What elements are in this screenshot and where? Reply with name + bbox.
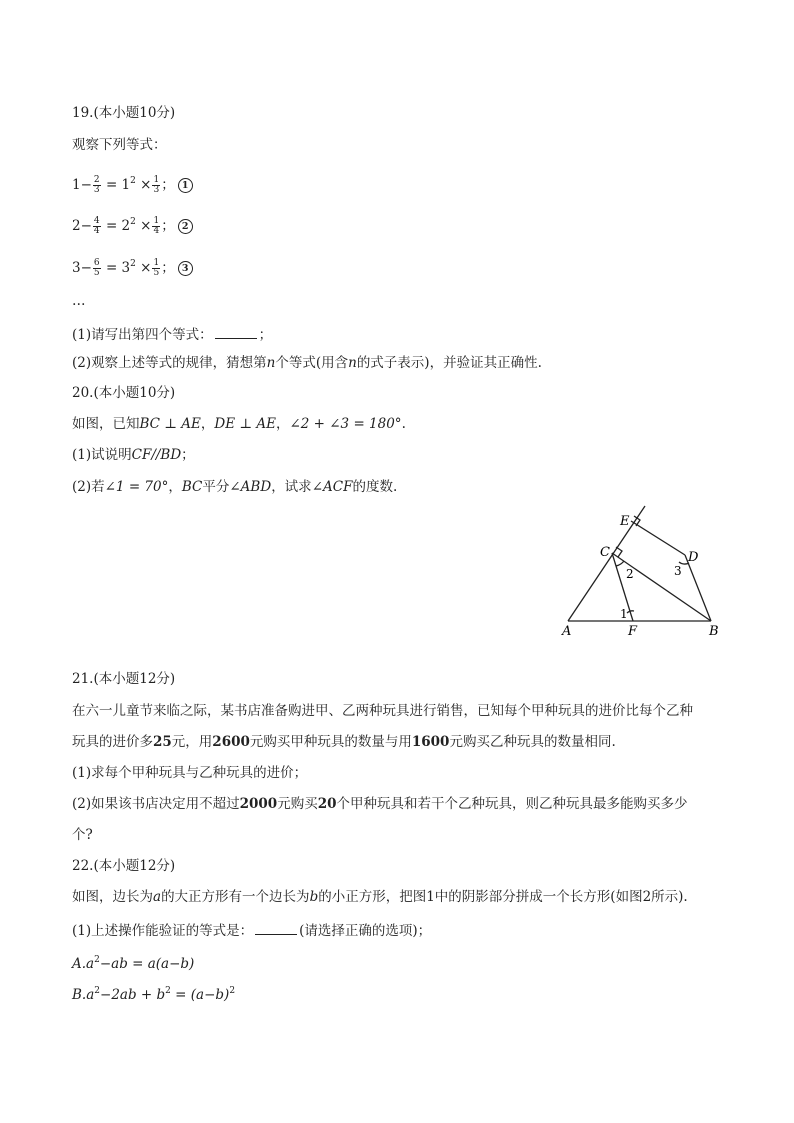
q19-ellipsis: … — [72, 293, 86, 309]
circled-number-1: 1 — [178, 178, 193, 193]
q20-part-1: (1)试说明CF//BD； — [72, 447, 195, 463]
label-angle-2: 2 — [626, 567, 634, 581]
q22-option-a: $A.a^2-ab = a(a-b)$ — [72, 955, 195, 972]
q20-given: 如图，已知BC ⊥ AE，DE ⊥ AE，∠2 + ∠3 = 180°. — [72, 416, 406, 432]
label-F: F — [628, 624, 638, 639]
q22-header: 22.(本小题12分) — [72, 858, 176, 874]
q19-equation-1: 1− $\frac{2}{3}$ = $1^2$ × $\frac{1}{3}$ ； 1 — [72, 172, 193, 195]
circled-number-2: 2 — [178, 219, 193, 234]
q19-header: 19.(本小题10分) — [72, 105, 176, 121]
label-angle-1: 1 — [620, 607, 628, 621]
geometry-figure — [555, 500, 730, 642]
label-D: D — [688, 550, 699, 565]
q21-part-2: (2)如果该书店决定用不超过2000元购买20个甲种玩具和若干个乙种玩具，则乙种玩具最多能购买多少 — [72, 796, 688, 812]
q20-part-2: (2)若∠1 = 70°，BC平分∠ABD，试求∠ACF的度数. — [72, 479, 398, 495]
q19-part-2: (2)观察上述等式的规律，猜想第n个等式(用含n的式子表示)，并验证其正确性. — [72, 355, 542, 371]
answer-blank — [215, 324, 257, 339]
q19-intro: 观察下列等式： — [72, 137, 167, 153]
label-E: E — [620, 514, 630, 529]
q22-part-1: (1)上述操作能验证的等式是： (请选择正确的选项)； — [72, 920, 431, 940]
q21-line-1: 在六一儿童节来临之际，某书店准备购进甲、乙两种玩具进行销售，已知每个甲种玩具的进价比每个乙种 — [72, 703, 693, 719]
q21-part-1: (1)求每个甲种玩具与乙种玩具的进价； — [72, 765, 308, 781]
label-angle-3: 3 — [674, 564, 682, 578]
q19-part-1: (1)请写出第四个等式： ； — [72, 324, 272, 344]
q22-line-1: 如图，边长为a的大正方形有一个边长为b的小正方形，把图1中的阴影部分拼成一个长方形(如图2所示). — [72, 889, 688, 905]
circled-number-3: 3 — [178, 261, 193, 276]
q19-equation-3: 3− $\frac{6}{5}$ = $3^2$ × $\frac{1}{5}$ ； 3 — [72, 255, 193, 278]
arc-angle-2 — [616, 561, 624, 566]
q21-part-2-cont: 个? — [72, 827, 93, 843]
q21-header: 21.(本小题12分) — [72, 671, 176, 687]
q22-option-b: $B.a^2-2ab + b^2 = (a-b)^2$ — [72, 986, 236, 1003]
q20-header: 20.(本小题10分) — [72, 385, 176, 401]
label-A: A — [562, 624, 572, 639]
segment-ED — [631, 521, 685, 555]
q19-equation-2: 2− $\frac{4}{4}$ = $2^2$ × $\frac{1}{4}$ ； 2 — [72, 213, 193, 236]
answer-blank — [255, 920, 297, 935]
q21-line-2: 玩具的进价多25元，用2600元购买甲种玩具的数量与用1600元购买乙种玩具的数量相同. — [72, 734, 616, 750]
label-B: B — [709, 624, 719, 639]
label-C: C — [600, 545, 610, 560]
